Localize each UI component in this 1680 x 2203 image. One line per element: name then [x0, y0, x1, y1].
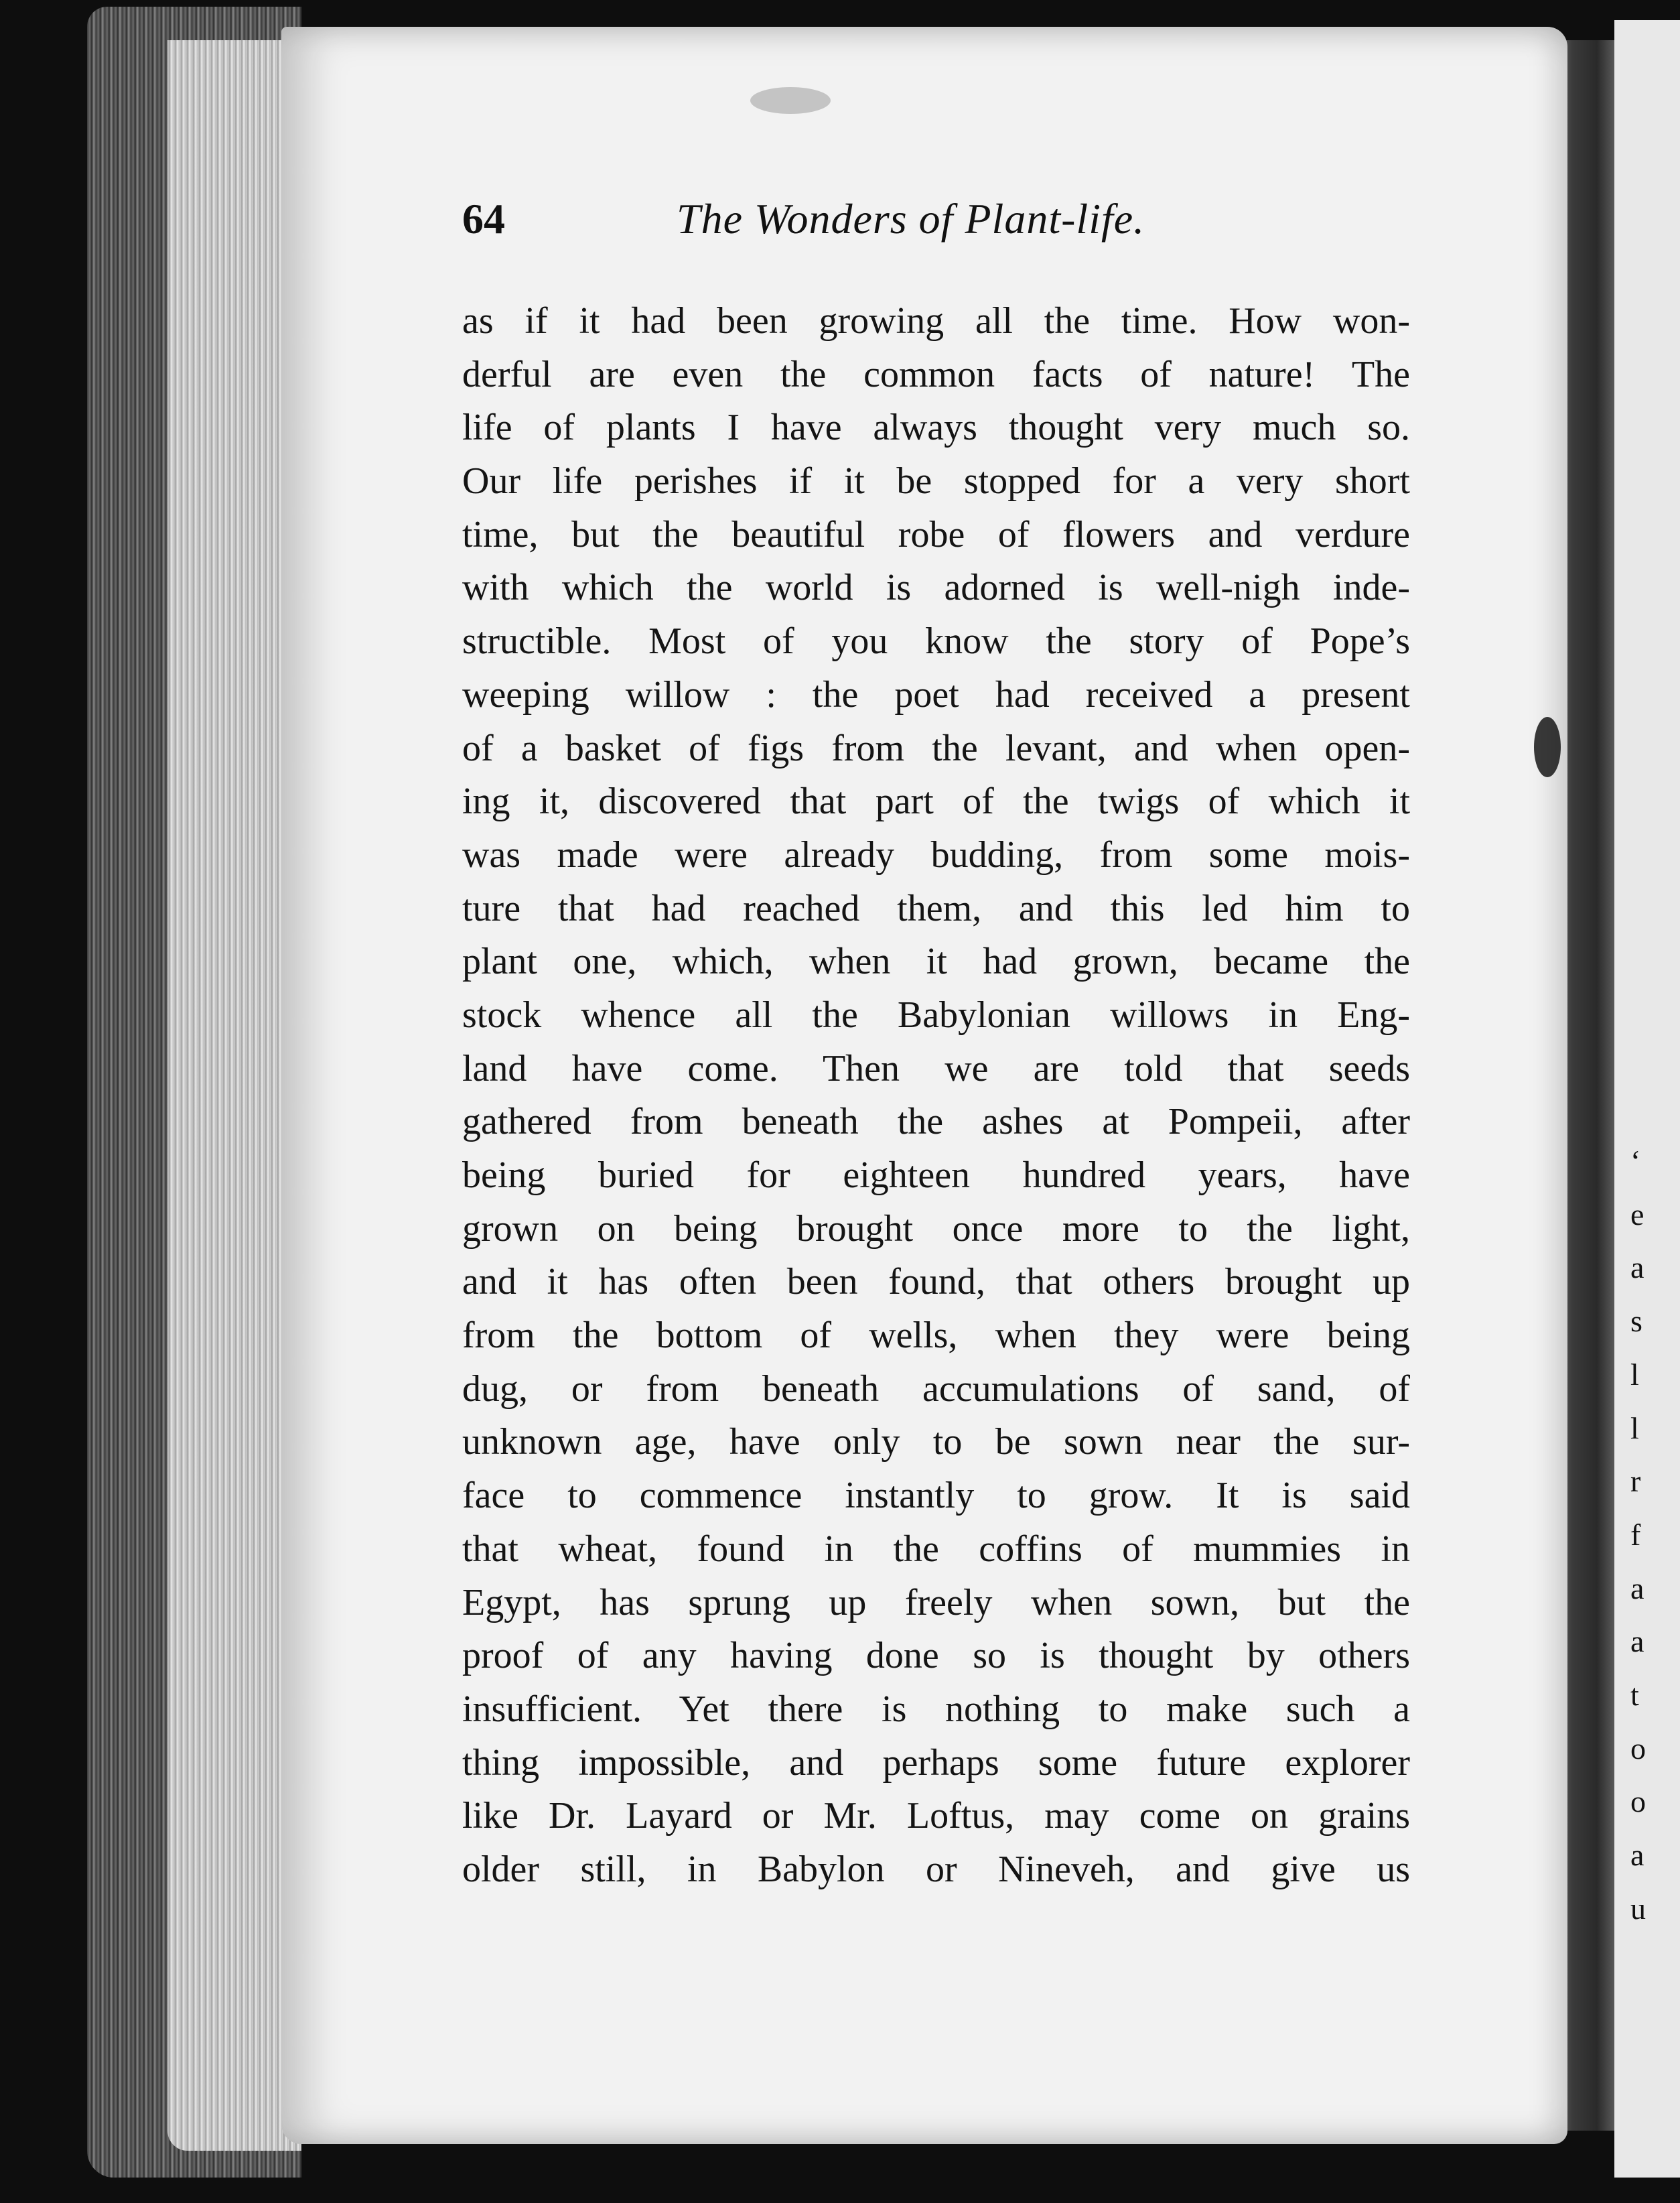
facing-page-fragment: l: [1630, 1357, 1639, 1392]
text-line: with which the world is adorned is well-nigh inde-: [462, 567, 1410, 609]
text-line: dug, or from beneath accumulations of sand, of: [462, 1367, 1410, 1410]
facing-page-fragment: e: [1630, 1197, 1644, 1231]
text-line: plant one, which, when it had grown, became the: [462, 941, 1410, 983]
text-line: proof of any having done so is thought by others: [462, 1635, 1410, 1677]
facing-page-fragment: l: [1630, 1410, 1639, 1445]
text-line: like Dr. Layard or Mr. Loftus, may come on grains: [462, 1795, 1410, 1837]
facing-page-fragment: o: [1630, 1731, 1646, 1765]
text-line: that wheat, found in the coffins of mummies in: [462, 1528, 1410, 1570]
text-line: insufficient. Yet there is nothing to make such a: [462, 1688, 1410, 1730]
text-line: as if it had been growing all the time. How won-: [462, 300, 1410, 342]
running-title: The Wonders of Plant-life.: [677, 195, 1145, 243]
text-line: of a basket of figs from the levant, and when open-: [462, 727, 1410, 769]
running-head: [462, 194, 1413, 248]
ink-smudge: [1534, 717, 1561, 777]
text-line: unknown age, have only to be sown near the sur-: [462, 1421, 1410, 1463]
facing-page-fragment: ‘: [1630, 1144, 1641, 1178]
facing-page-fragment: o: [1630, 1784, 1646, 1819]
ink-smudge: [750, 87, 831, 114]
text-line: thing impossible, and perhaps some future explorer: [462, 1741, 1410, 1784]
page-number: 64: [462, 195, 505, 243]
facing-page-fragment: f: [1630, 1517, 1641, 1552]
facing-page-edge: [1614, 20, 1680, 2178]
facing-page-fragment: u: [1630, 1891, 1646, 1926]
facing-page-fragment: s: [1630, 1304, 1642, 1339]
facing-page-fragment: t: [1630, 1678, 1639, 1712]
text-line: Egypt, has sprung up freely when sown, but the: [462, 1581, 1410, 1623]
text-line: grown on being brought once more to the light,: [462, 1207, 1410, 1250]
facing-page-fragment: a: [1630, 1624, 1644, 1659]
text-line: older still, in Babylon or Nineveh, and give us: [462, 1848, 1410, 1890]
text-line: being buried for eighteen hundred years, have: [462, 1154, 1410, 1196]
text-line: Our life perishes if it be stopped for a very short: [462, 460, 1410, 503]
text-line: time, but the beautiful robe of flowers and verdure: [462, 513, 1410, 555]
body-text: [462, 295, 1410, 1897]
facing-page-fragment: a: [1630, 1250, 1644, 1285]
facing-page-fragment: a: [1630, 1571, 1644, 1605]
text-line: ing it, discovered that part of the twigs of which it: [462, 781, 1410, 823]
facing-page-fragment: a: [1630, 1838, 1644, 1873]
text-line: land have come. Then we are told that seeds: [462, 1047, 1410, 1089]
text-line: ture that had reached them, and this led him to: [462, 887, 1410, 929]
text-line: was made were already budding, from some mois-: [462, 833, 1410, 876]
facing-page-fragment: r: [1630, 1464, 1641, 1499]
text-line: and it has often been found, that others brought up: [462, 1261, 1410, 1303]
text-line: life of plants I have always thought very much so.: [462, 407, 1410, 449]
text-line: derful are even the common facts of nature! The: [462, 353, 1410, 395]
text-line: structible. Most of you know the story of Pope’s: [462, 620, 1410, 663]
text-line: stock whence all the Babylonian willows in Eng-: [462, 994, 1410, 1036]
text-line: weeping willow : the poet had received a present: [462, 673, 1410, 716]
text-line: gathered from beneath the ashes at Pompeii, after: [462, 1101, 1410, 1143]
text-line: from the bottom of wells, when they were being: [462, 1315, 1410, 1357]
text-line: face to commence instantly to grow. It is said: [462, 1475, 1410, 1517]
